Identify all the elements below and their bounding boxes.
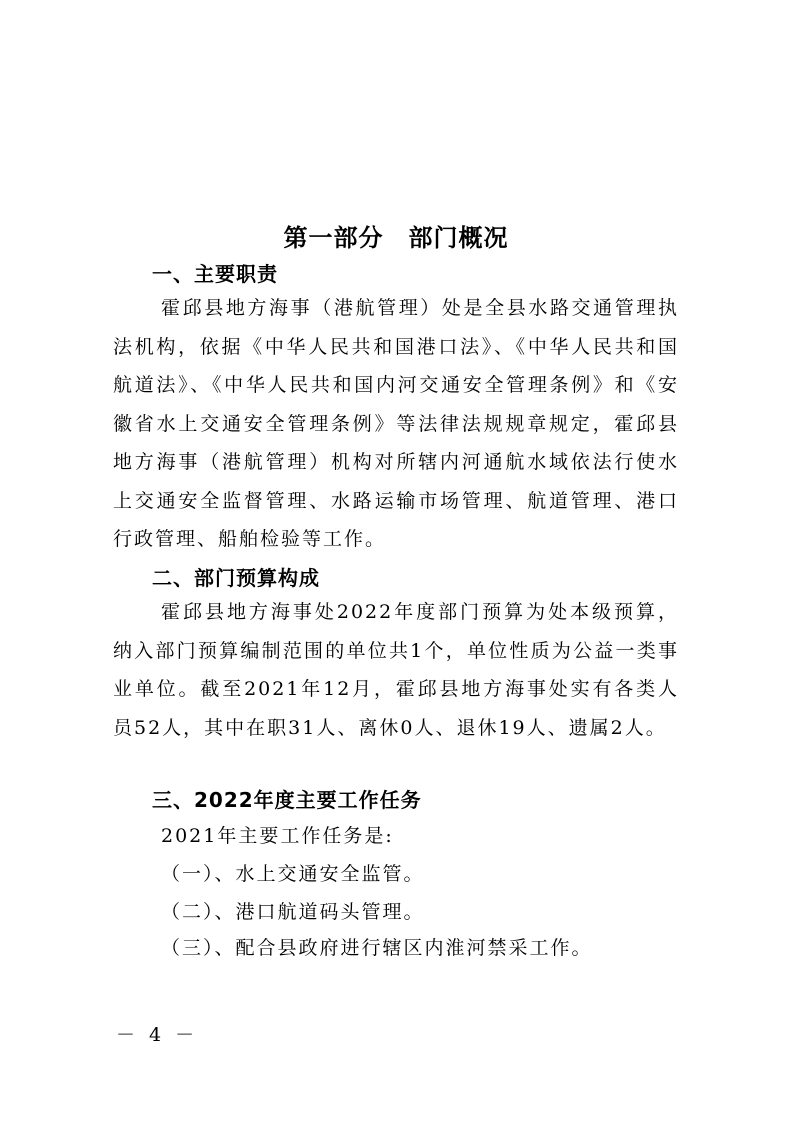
tasks-intro: 2021年主要工作任务是: xyxy=(161,825,394,847)
page-title: 第一部分 部门概况 xyxy=(283,224,509,252)
task-item: （一）、水上交通安全监管。 xyxy=(161,863,425,885)
task-item: （三）、配合县政府进行辖区内淮河禁采工作。 xyxy=(161,937,593,959)
page-number: － 4 － xyxy=(116,1024,199,1046)
section-body-budget: 霍邱县地方海事处2022年度部门预算为处本级预算，纳入部门预算编制范围的单位共1个，单位性质为公益一类事业单位。截至2021年12月，霍邱县地方海事处实有各类人员52人，其中在职31人、离休0人、退休19人、遗属2人。 xyxy=(113,601,679,739)
section-body-duties: 霍邱县地方海事（港航管理）处是全县水路交通管理执法机构，依据《中华人民共和国港口法》、《中华人民共和国航道法》、《中华人民共和国内河交通安全管理条例》和《安徽省水上交通安全管理条例》等法律法规规章规定，霍邱县地方海事（港航管理）机构对所辖内河通航水域依法行使水上交通安全监督管理、水路运输市场管理、航道管理、港口行政管理、船舶检验等工作。 xyxy=(113,297,679,550)
section-heading-budget: 二、部门预算构成 xyxy=(152,566,320,590)
task-item: （二）、港口航道码头管理。 xyxy=(161,901,425,923)
section-heading-tasks: 三、2022年度主要工作任务 xyxy=(152,788,422,812)
section-heading-duties: 一、主要职责 xyxy=(152,262,278,286)
